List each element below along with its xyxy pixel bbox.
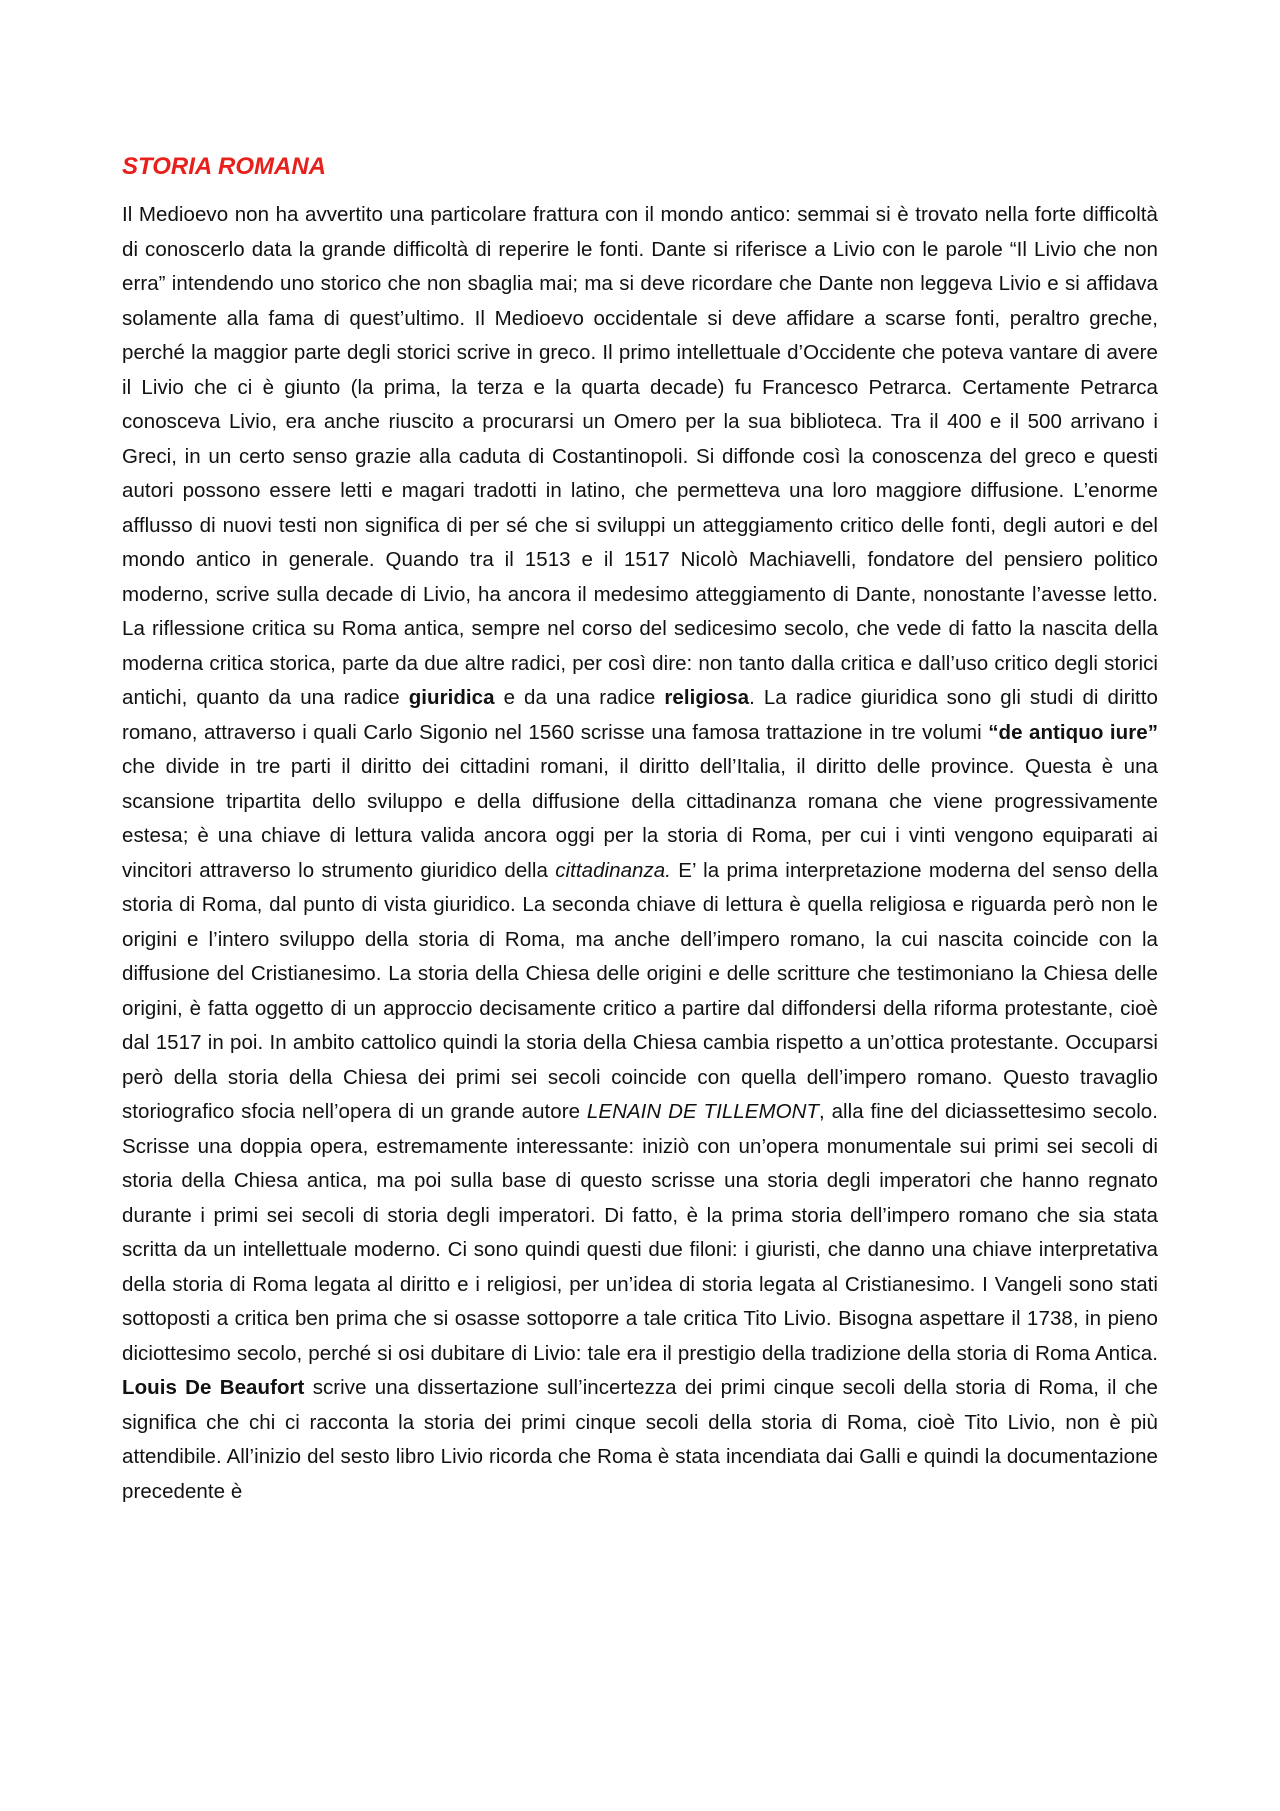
italic-term-cittadinanza: cittadinanza. [555, 858, 672, 882]
bold-work-title: “de antiquo iure” [988, 720, 1158, 744]
bold-term-giuridica: giuridica [408, 686, 495, 709]
bold-author-name: Louis De Beaufort [122, 1376, 305, 1399]
text-segment: . La radice giuridica sono gli studi di diritto romano, attraverso i quali Carlo Sigonio nel 1560 scrisse una famosa trattazione in tre volumi [122, 686, 1158, 744]
text-segment: scrive una dissertazione sull’incertezza dei primi cinque secoli della storia di Roma, il che significa che chi ci racconta la storia dei primi cinque secoli della storia di Roma, cioè Tito Livio, non è più attendibile. All’inizio del sesto libro Livio ricorda che Roma è stata incendiata dai Galli e quindi la documentazione precedente è [122, 1376, 1158, 1503]
text-segment: Il Medioevo non ha avvertito una particolare frattura con il mondo antico: semmai si è trovato nella forte difficoltà di conoscerlo data la grande difficoltà di reperire le fonti. Dante si riferisce a Livio con le parole “Il Livio che non erra” intendendo uno storico che non sbaglia mai; ma si deve ricordare che Dante non leggeva Livio e si affidava solamente alla fama di quest’ultimo. Il Medioevo occidentale si deve affidare a scarse fonti, peraltro greche, perché la maggior parte degli storici scrive in greco. Il primo intellettuale d’Occidente che poteva vantare di avere il Livio che ci è giunto (la prima, la terza e la quarta decade) fu Francesco Petrarca. Certamente Petrarca conosceva Livio, era anche riuscito a procurarsi un Omero per la sua biblioteca. Tra il 400 e il 500 arrivano i Greci, in un certo senso grazie alla caduta di Costantinopoli. Si diffonde così la conoscenza del greco e questi autori possono essere letti e magari tradotti in latino, che permetteva una loro maggiore diffusione. L’enorme afflusso di nuovi testi non significa di per sé che si sviluppi un atteggiamento critico delle fonti, degli autori e del mondo antico in generale. Quando tra il 1513 e il 1517 Nicolò Machiavelli, fondatore del pensiero politico moderno, scrive sulla decade di Livio, ha ancora il medesimo atteggiamento di Dante, nonostante l’avesse letto. La riflessione critica su Roma antica, sempre nel corso del sedicesimo secolo, che vede di fatto la nascita della moderna critica storica, parte da due altre radici, per così dire: non tanto dalla critica e dall’uso critico degli storici antichi, quanto da una radice [122, 203, 1158, 709]
document-title: STORIA ROMANA [122, 153, 326, 180]
text-segment: e da una radice [494, 686, 665, 709]
italic-author-name: LENAIN DE TILLEMONT [586, 1100, 820, 1123]
text-segment: che divide in tre parti il diritto dei cittadini romani, il diritto dell’Italia, il diritto delle province. Questa è una scansione tripartita dello sviluppo e della diffusione della cittadinanza romana che viene progressivamente estesa; è una chiave di lettura valida ancora oggi per la storia di Roma, per cui i vinti vengono equiparati ai vincitori attraverso lo strumento giuridico della [122, 755, 1158, 882]
document-content [122, 150, 1158, 1509]
text-segment: E’ la prima interpretazione moderna del senso della storia di Roma, dal punto di vista giuridico. La seconda chiave di lettura è quella religiosa e riguarda però non le origini e l’intero sviluppo della storia di Roma, ma anche dell’impero romano, la cui nascita coincide con la diffusione del Cristianesimo. La storia della Chiesa delle origini e delle scritture che testimoniano la Chiesa delle origini, è fatta oggetto di un approccio decisamente critico a partire dal diffondersi della riforma protestante, cioè dal 1517 in poi. In ambito cattolico quindi la storia della Chiesa cambia rispetto a un’ottica protestante. Occuparsi però della storia della Chiesa dei primi sei secoli coincide con quella dell’impero romano. Questo travaglio storiografico sfocia nell’opera di un grande autore [122, 858, 1158, 1123]
text-segment: , alla fine del diciassettesimo secolo. Scrisse una doppia opera, estremamente interessante: iniziò con un’opera monumentale sui primi sei secoli di storia della Chiesa antica, ma poi sulla base di questo scrisse una storia degli imperatori che hanno regnato durante i primi sei secoli di storia degli imperatori. Di fatto, è la prima storia dell’impero romano che sia stata scritta da un intellettuale moderno. Ci sono quindi questi due filoni: i giuristi, che danno una chiave interpretativa della storia di Roma legata al diritto e i religiosi, per un’idea di storia legata al Cristianesimo. I Vangeli sono stati sottoposti a critica ben prima che si osasse sottoporre a tale critica Tito Livio. Bisogna aspettare il 1738, in pieno diciottesimo secolo, perché si osi dubitare di Livio: tale era il prestigio della tradizione della storia di Roma Antica. [122, 1100, 1158, 1365]
body-paragraph [122, 198, 1158, 1509]
bold-term-religiosa: religiosa [664, 686, 750, 709]
